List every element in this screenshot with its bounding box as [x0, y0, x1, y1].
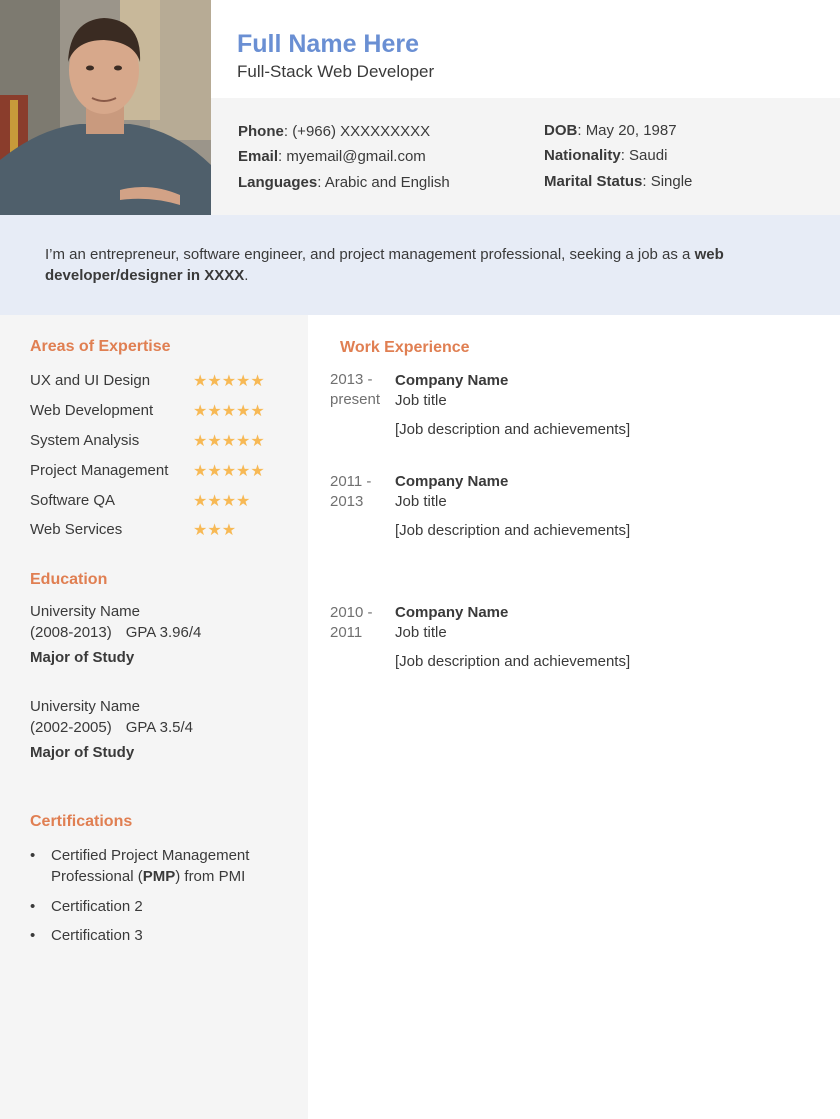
work-date-from: 2011 - [330, 473, 372, 490]
job-description: [Job description and achievements] [395, 522, 631, 539]
job-description: [Job description and achievements] [395, 421, 631, 438]
work-date [330, 472, 371, 512]
marital-value: Single [650, 173, 693, 190]
company-name: Company Name [395, 604, 509, 621]
email-label: Email [238, 148, 279, 165]
star-icon-rating: ★★★★ [193, 493, 251, 510]
skill-label: Web Development [30, 402, 154, 419]
work-date-to: 2013 [330, 493, 364, 510]
dob-line: DOB: May 20, 1987 [544, 122, 677, 139]
certification-text: Certification 3 [51, 927, 143, 944]
major-of-study: Major of Study [30, 649, 135, 666]
languages-line: Languages: Arabic and English [238, 174, 450, 191]
university-name: University Name [30, 603, 141, 620]
company-name: Company Name [395, 473, 509, 490]
skill-label: Project Management [30, 462, 169, 479]
nationality-value: Saudi [629, 147, 668, 164]
star-icon-rating: ★★★★★ [193, 433, 265, 450]
certification-text-bold: PMP [142, 868, 176, 885]
work-date-from: 2010 - [330, 604, 373, 621]
job-title: Job title [395, 392, 447, 409]
phone-value: (+966) XXXXXXXXX [292, 123, 431, 140]
work-date [330, 603, 373, 643]
star-icon-rating: ★★★★★ [193, 463, 265, 480]
marital-line: Marital Status: Single [544, 173, 693, 190]
summary-text [45, 244, 785, 286]
expertise-title: Areas of Expertise [30, 338, 171, 355]
work-date-to: 2011 [330, 624, 363, 641]
certification-text-post: ) from PMI [175, 868, 246, 885]
job-title: Job title [395, 624, 447, 641]
major-of-study: Major of Study [30, 744, 135, 761]
work-date-to: present [330, 391, 381, 408]
full-name: Full Name Here [237, 30, 420, 58]
phone-line: Phone: (+966) XXXXXXXXX [238, 123, 431, 140]
job-description: [Job description and achievements] [395, 653, 631, 670]
header [211, 0, 840, 98]
certification-text-pre: Certified Project Management Professional ( [51, 847, 250, 885]
skill-label: System Analysis [30, 432, 140, 449]
email-value: myemail@gmail.com [286, 148, 426, 165]
work-date-from: 2013 - [330, 371, 373, 388]
dob-label: DOB [544, 122, 578, 139]
phone-label: Phone [238, 123, 284, 140]
education-title: Education [30, 571, 108, 588]
company-name: Company Name [395, 372, 509, 389]
work-date [330, 370, 380, 410]
star-icon-rating: ★★★ [193, 522, 237, 539]
bullet-icon: • [30, 927, 36, 944]
education-gpa: GPA 3.96/4 [125, 624, 202, 641]
job-role: Full-Stack Web Developer [237, 62, 435, 81]
summary-band [0, 215, 840, 315]
marital-label: Marital Status [544, 173, 643, 190]
skill-label: Software QA [30, 492, 116, 509]
nationality-line: Nationality: Saudi [544, 147, 668, 164]
education-years-gpa [30, 719, 193, 736]
email-line: Email: myemail@gmail.com [238, 148, 426, 165]
university-name: University Name [30, 698, 141, 715]
job-title: Job title [395, 493, 447, 510]
summary-target: web developer/designer in XXXX [45, 246, 724, 284]
profile-photo-art [0, 0, 211, 215]
education-years-gpa [30, 624, 201, 641]
skill-label: Web Services [30, 521, 123, 538]
skill-label: UX and UI Design [30, 372, 151, 389]
education-years: (2002-2005) [30, 719, 112, 736]
education-gpa: GPA 3.5/4 [125, 719, 193, 736]
languages-value: Arabic and English [324, 174, 450, 191]
certifications-title: Certifications [30, 813, 133, 830]
dob-value: May 20, 1987 [585, 122, 677, 139]
certification-text: Certification 2 [51, 898, 143, 915]
bullet-icon: • [30, 847, 36, 864]
certification-text [51, 845, 281, 887]
languages-label: Languages [238, 174, 318, 191]
summary-end: . [244, 267, 249, 284]
star-icon-rating: ★★★★★ [193, 373, 265, 390]
star-icon-rating: ★★★★★ [193, 403, 265, 420]
profile-photo [0, 0, 211, 215]
contact-info [211, 98, 840, 215]
nationality-label: Nationality [544, 147, 621, 164]
work-title: Work Experience [340, 339, 470, 356]
bullet-icon: • [30, 898, 36, 915]
summary-main: I’m an entrepreneur, software engineer, and project management professional, seeking a job as a [45, 246, 695, 263]
education-years: (2008-2013) [30, 624, 112, 641]
